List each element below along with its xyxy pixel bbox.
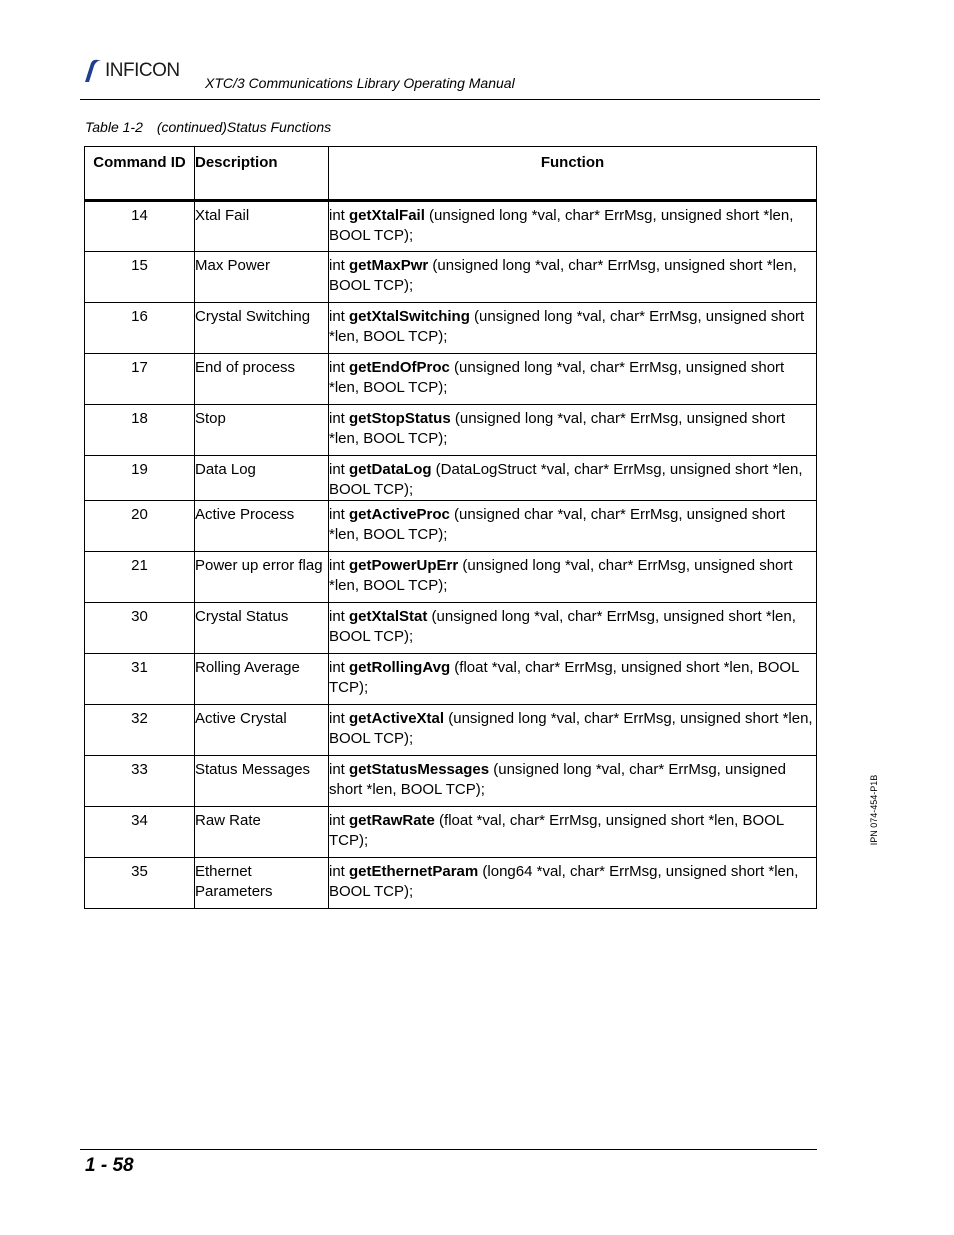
table-row — [85, 858, 817, 909]
function-name: getStatusMessages — [349, 761, 490, 778]
function-return-type: int — [329, 308, 350, 325]
table-row — [85, 552, 817, 603]
table-row — [85, 354, 817, 405]
table-row — [85, 303, 817, 354]
command-id-cell: 20 — [85, 501, 195, 552]
description-cell: Max Power — [195, 252, 329, 303]
function-arguments: (long64 *val, char* ErrMsg, unsigned short *len, BOOL TCP); — [329, 863, 799, 900]
page-number: 1 - 58 — [85, 1155, 134, 1176]
table-body — [85, 201, 817, 909]
function-arguments: (unsigned long *val, char* ErrMsg, unsigned short *len, BOOL TCP); — [329, 557, 793, 594]
function-cell — [329, 552, 817, 603]
function-arguments: (unsigned char *val, char* ErrMsg, unsigned short *len, BOOL TCP); — [329, 506, 786, 543]
function-name: getEndOfProc — [349, 359, 450, 376]
function-arguments: (unsigned long *val, char* ErrMsg, unsigned short *len, BOOL TCP); — [329, 207, 794, 244]
function-name: getXtalStat — [349, 608, 428, 625]
function-return-type: int — [329, 710, 350, 727]
table-row — [85, 807, 817, 858]
description-cell: Status Messages — [195, 756, 329, 807]
function-name: getXtalSwitching — [349, 308, 470, 325]
function-name: getPowerUpErr — [349, 557, 459, 574]
command-id-cell: 17 — [85, 354, 195, 405]
function-return-type: int — [329, 207, 350, 224]
column-header-function: Function — [329, 147, 817, 201]
table-row — [85, 705, 817, 756]
function-return-type: int — [329, 761, 350, 778]
table-row — [85, 501, 817, 552]
function-arguments: (float *val, char* ErrMsg, unsigned short *len, BOOL TCP); — [329, 659, 799, 696]
command-id-cell: 14 — [85, 201, 195, 252]
column-header-description: Description — [195, 147, 329, 201]
function-arguments: (unsigned long *val, char* ErrMsg, unsigned short *len, BOOL TCP); — [329, 608, 796, 645]
function-name: getActiveXtal — [349, 710, 445, 727]
function-cell — [329, 201, 817, 252]
table-row — [85, 756, 817, 807]
command-id-cell: 32 — [85, 705, 195, 756]
function-name: getDataLog — [349, 461, 432, 478]
function-cell — [329, 654, 817, 705]
description-cell: Power up error flag — [195, 552, 329, 603]
command-id-cell: 15 — [85, 252, 195, 303]
description-cell: Crystal Switching — [195, 303, 329, 354]
ipn-side-label: IPN 074-454-P1B — [869, 774, 879, 846]
table-row — [85, 201, 817, 252]
function-name: getStopStatus — [349, 410, 451, 427]
table-row — [85, 603, 817, 654]
description-cell: Crystal Status — [195, 603, 329, 654]
command-id-cell: 34 — [85, 807, 195, 858]
description-cell: Rolling Average — [195, 654, 329, 705]
manual-title: XTC/3 Communications Library Operating Manual — [205, 75, 515, 91]
function-cell — [329, 501, 817, 552]
description-cell: Data Log — [195, 456, 329, 501]
function-return-type: int — [329, 608, 350, 625]
function-return-type: int — [329, 410, 350, 427]
function-return-type: int — [329, 557, 350, 574]
function-arguments: (unsigned long *val, char* ErrMsg, unsigned short *len, BOOL TCP); — [329, 710, 813, 747]
table-caption-label: Table 1-2 — [85, 119, 143, 135]
function-return-type: int — [329, 812, 350, 829]
function-arguments: (unsigned long *val, char* ErrMsg, unsigned short *len, BOOL TCP); — [329, 308, 805, 345]
function-return-type: int — [329, 257, 350, 274]
function-cell — [329, 603, 817, 654]
command-id-cell: 21 — [85, 552, 195, 603]
function-return-type: int — [329, 863, 350, 880]
inficon-logo — [82, 58, 180, 84]
footer-rule — [80, 1149, 817, 1150]
function-arguments: (unsigned long *val, char* ErrMsg, unsigned short *len, BOOL TCP); — [329, 410, 786, 447]
function-cell — [329, 303, 817, 354]
function-name: getXtalFail — [349, 207, 425, 224]
function-cell — [329, 807, 817, 858]
function-return-type: int — [329, 659, 350, 676]
function-name: getEthernetParam — [349, 863, 479, 880]
description-cell: End of process — [195, 354, 329, 405]
command-id-cell: 16 — [85, 303, 195, 354]
function-cell — [329, 756, 817, 807]
function-arguments: (unsigned long *val, char* ErrMsg, unsigned short *len, BOOL TCP); — [329, 359, 785, 396]
function-cell — [329, 456, 817, 501]
function-arguments: (unsigned long *val, char* ErrMsg, unsigned short *len, BOOL TCP); — [329, 257, 797, 294]
header-rule — [80, 99, 820, 100]
function-name: getActiveProc — [349, 506, 450, 523]
status-functions-table — [84, 146, 817, 909]
description-cell: Xtal Fail — [195, 201, 329, 252]
table-row — [85, 654, 817, 705]
description-cell: Raw Rate — [195, 807, 329, 858]
function-return-type: int — [329, 359, 350, 376]
description-cell: Stop — [195, 405, 329, 456]
function-name: getRollingAvg — [349, 659, 451, 676]
function-return-type: int — [329, 506, 350, 523]
table-row — [85, 456, 817, 501]
description-cell: Active Crystal — [195, 705, 329, 756]
function-name: getMaxPwr — [349, 257, 429, 274]
description-cell: Active Process — [195, 501, 329, 552]
table-row — [85, 405, 817, 456]
command-id-cell: 18 — [85, 405, 195, 456]
command-id-cell: 19 — [85, 456, 195, 501]
inficon-swoosh-icon — [82, 59, 102, 83]
function-cell — [329, 705, 817, 756]
table-caption-title: (continued)Status Functions — [156, 119, 332, 135]
table-header-row — [85, 147, 817, 201]
command-id-cell: 31 — [85, 654, 195, 705]
function-cell — [329, 405, 817, 456]
function-cell — [329, 354, 817, 405]
command-id-cell: 30 — [85, 603, 195, 654]
table-caption — [85, 119, 331, 135]
function-name: getRawRate — [349, 812, 435, 829]
command-id-cell: 35 — [85, 858, 195, 909]
function-arguments: (DataLogStruct *val, char* ErrMsg, unsigned short *len, BOOL TCP); — [329, 461, 803, 498]
function-cell — [329, 858, 817, 909]
table-row — [85, 252, 817, 303]
function-cell — [329, 252, 817, 303]
function-arguments: (float *val, char* ErrMsg, unsigned short *len, BOOL TCP); — [329, 812, 784, 849]
function-return-type: int — [329, 461, 350, 478]
logo-text: INFICON — [105, 60, 180, 81]
column-header-command-id: Command ID — [85, 147, 195, 201]
description-cell: Ethernet Parameters — [195, 858, 329, 909]
command-id-cell: 33 — [85, 756, 195, 807]
function-arguments: (unsigned long *val, char* ErrMsg, unsigned short *len, BOOL TCP); — [329, 761, 786, 798]
